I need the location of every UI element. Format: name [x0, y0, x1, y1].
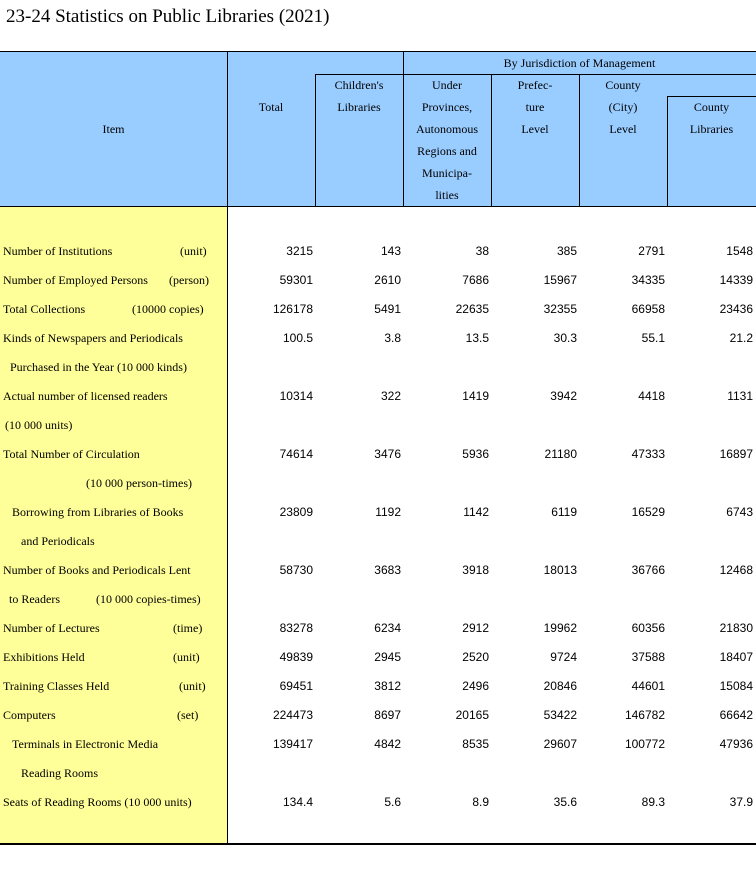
table-cell: 134.4 — [282, 795, 313, 809]
table-cell: 18013 — [543, 563, 577, 577]
table-cell: 2610 — [374, 273, 401, 287]
table-cell: 8.9 — [472, 795, 489, 809]
table-cell: 66642 — [719, 708, 753, 722]
header-under-provinces: lities — [435, 188, 459, 202]
table-cell: 20846 — [543, 679, 577, 693]
table-cell: 3.8 — [384, 331, 401, 345]
table-cell: 385 — [556, 244, 577, 258]
header-under-provinces: Municipa- — [422, 166, 472, 180]
table-cell: 23436 — [719, 302, 753, 316]
row-unit: (time) — [173, 621, 203, 635]
table-cell: 83278 — [279, 621, 313, 635]
bottom-rule — [0, 843, 756, 845]
header-county-libraries: County — [693, 100, 730, 114]
header-prefecture-level: Level — [521, 122, 549, 136]
table-cell: 30.3 — [553, 331, 577, 345]
row-label-continued: (10 000 units) — [5, 418, 73, 432]
table-cell: 2945 — [374, 650, 401, 664]
row-label-continued: and Periodicals — [21, 534, 95, 548]
table-cell: 19962 — [543, 621, 577, 635]
table-cell: 4842 — [374, 737, 401, 751]
table-cell: 7686 — [462, 273, 489, 287]
table-cell: 3215 — [286, 244, 313, 258]
table-cell: 12468 — [719, 563, 753, 577]
table-cell: 8535 — [462, 737, 489, 751]
table-cell: 47333 — [631, 447, 665, 461]
row-label-continued: (10 000 person-times) — [86, 476, 192, 490]
table-cell: 60356 — [631, 621, 665, 635]
table-cell: 5491 — [374, 302, 401, 316]
row-unit: (person) — [169, 273, 209, 287]
row-label: Number of Lectures — [3, 621, 100, 635]
row-label: Computers — [3, 708, 56, 722]
table-cell: 4418 — [638, 389, 665, 403]
row-label-continued: Purchased in the Year (10 000 kinds) — [10, 360, 187, 374]
table-cell: 1548 — [726, 244, 753, 258]
row-unit: (unit) — [173, 650, 200, 664]
table-cell: 8697 — [374, 708, 401, 722]
header-childrens-libraries: Children's — [334, 78, 384, 92]
header-total: Total — [258, 100, 284, 114]
table-cell: 34335 — [631, 273, 665, 287]
table-cell: 100.5 — [282, 331, 313, 345]
header-divider — [227, 52, 228, 206]
table-cell: 58730 — [279, 563, 313, 577]
row-label: Actual number of licensed readers — [3, 389, 168, 403]
table-cell: 59301 — [279, 273, 313, 287]
table-cell: 14339 — [719, 273, 753, 287]
table-cell: 29607 — [543, 737, 577, 751]
header-by-jurisdiction: By Jurisdiction of Management — [503, 56, 656, 70]
table-cell: 3683 — [374, 563, 401, 577]
row-unit: (unit) — [180, 244, 207, 258]
table-cell: 53422 — [543, 708, 577, 722]
header-under-provinces: Provinces, — [421, 100, 473, 114]
header-item: Item — [102, 122, 125, 136]
table-cell: 10314 — [279, 389, 313, 403]
table-cell: 22635 — [455, 302, 489, 316]
row-label: Total Collections — [3, 302, 86, 316]
table-cell: 44601 — [631, 679, 665, 693]
table-cell: 2791 — [638, 244, 665, 258]
table-cell: 49839 — [279, 650, 313, 664]
header-county-city-level: (City) — [608, 100, 638, 114]
table-cell: 3918 — [462, 563, 489, 577]
row-label: Training Classes Held — [3, 679, 110, 693]
table-cell: 1192 — [375, 505, 401, 519]
table-cell: 2912 — [462, 621, 489, 635]
row-unit: (10000 copies) — [132, 302, 204, 316]
header-prefecture-level: ture — [525, 100, 545, 114]
table-cell: 2520 — [462, 650, 489, 664]
header-childrens-libraries: Libraries — [337, 100, 381, 114]
table-cell: 15967 — [543, 273, 577, 287]
header-county-libraries: Libraries — [689, 122, 734, 136]
row-label: Seats of Reading Rooms (10 000 units) — [3, 795, 192, 809]
table-cell: 21180 — [544, 447, 577, 461]
table-cell: 37.9 — [729, 795, 753, 809]
table-cell: 1142 — [463, 505, 489, 519]
table-cell: 23809 — [279, 505, 313, 519]
row-label-continued: to Readers — [9, 592, 60, 606]
table-cell: 224473 — [272, 708, 313, 722]
table-cell: 143 — [380, 244, 401, 258]
table-cell: 74614 — [279, 447, 313, 461]
table-cell: 3942 — [550, 389, 577, 403]
table-cell: 1131 — [727, 389, 753, 403]
table-cell: 16529 — [631, 505, 665, 519]
table-cell: 6234 — [374, 621, 401, 635]
table-cell: 38 — [475, 244, 489, 258]
table-cell: 9724 — [550, 650, 577, 664]
table-cell: 66958 — [631, 302, 665, 316]
table-cell: 35.6 — [553, 795, 577, 809]
row-label: Number of Institutions — [3, 244, 113, 258]
table-cell: 20165 — [455, 708, 489, 722]
table-cell: 21830 — [719, 621, 753, 635]
table-cell: 13.5 — [465, 331, 489, 345]
header-bottom-rule — [0, 206, 756, 207]
header-county-city-level: County — [605, 78, 641, 92]
table-cell: 5936 — [462, 447, 489, 461]
header-under-provinces: Under — [432, 78, 462, 92]
item-column-border — [227, 207, 228, 843]
row-label: Number of Employed Persons — [3, 273, 148, 287]
table-cell: 5.6 — [384, 795, 401, 809]
table-cell: 126178 — [272, 302, 313, 316]
table-cell: 1419 — [462, 389, 489, 403]
page-title: 23-24 Statistics on Public Libraries (2021) — [6, 6, 330, 27]
table-cell: 6119 — [551, 505, 577, 519]
table-cell: 21.2 — [729, 331, 753, 345]
table-cell: 47936 — [719, 737, 753, 751]
table-cell: 2496 — [462, 679, 489, 693]
table-cell: 36766 — [631, 563, 665, 577]
row-label: Number of Books and Periodicals Lent — [3, 563, 191, 577]
table-cell: 139417 — [272, 737, 313, 751]
row-unit: (set) — [177, 708, 199, 722]
table-cell: 89.3 — [641, 795, 665, 809]
header-prefecture-level: Prefec- — [517, 78, 553, 92]
table-cell: 15084 — [719, 679, 753, 693]
header-county-city-level: Level — [609, 122, 637, 136]
row-label: Kinds of Newspapers and Periodicals — [3, 331, 183, 345]
table-cell: 146782 — [624, 708, 665, 722]
table-cell: 69451 — [279, 679, 313, 693]
row-label: Exhibitions Held — [3, 650, 85, 664]
row-label: Terminals in Electronic Media — [12, 737, 159, 751]
row-unit: (10 000 copies-times) — [96, 592, 201, 606]
table-cell: 37588 — [631, 650, 665, 664]
row-unit: (unit) — [179, 679, 206, 693]
table-cell: 16897 — [719, 447, 753, 461]
table-cell: 3812 — [374, 679, 401, 693]
table-cell: 6743 — [726, 505, 753, 519]
row-label-continued: Reading Rooms — [21, 766, 98, 780]
row-label: Borrowing from Libraries of Books — [12, 505, 184, 519]
table-cell: 32355 — [543, 302, 577, 316]
table-cell: 3476 — [374, 447, 401, 461]
table-cell: 18407 — [719, 650, 753, 664]
row-label: Total Number of Circulation — [3, 447, 140, 461]
table-cell: 55.1 — [641, 331, 665, 345]
table-cell: 322 — [380, 389, 401, 403]
table-cell: 100772 — [624, 737, 665, 751]
header-under-provinces: Regions and — [417, 144, 477, 158]
header-under-provinces: Autonomous — [415, 122, 478, 136]
